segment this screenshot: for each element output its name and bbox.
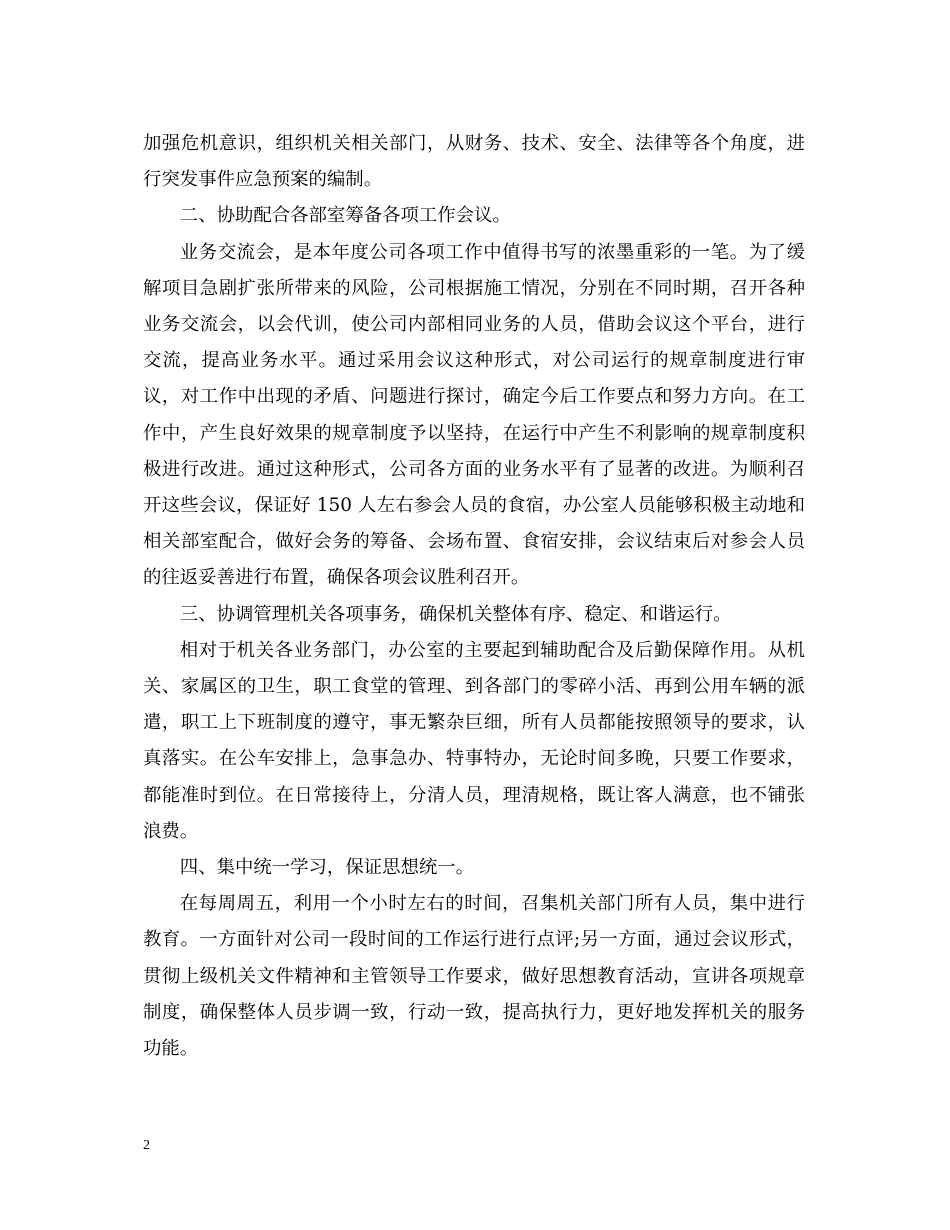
section-heading-4: 四、集中统一学习，保证思想统一。 bbox=[179, 857, 475, 879]
section-heading-3: 三、协调管理机关各项事务，确保机关整体有序、稳定、和谐运行。 bbox=[179, 603, 732, 625]
paragraph-office-affairs: 相对于机关各业务部门，办公室的主要起到辅助配合及后勤保障作用。从机关、家属区的卫生，职工食堂的管理、到各部门的零碎小活、再到公用车辆的派遣，职工上下班制度的遵守，事无繁杂巨细，所有人员都能按照领导的要求，认真落实。在公车安排上，急事急办、特事特办，无论时间多晚，只要工作要求，都能准时到位。在日常接待上，分清人员，理清规格，既让客人满意，也不铺张浪费。 bbox=[143, 639, 805, 842]
paragraph-continuation: 加强危机意识，组织机关相关部门，从财务、技术、安全、法律等各个角度，进行突发事件应急预案的编制。 bbox=[143, 133, 805, 191]
paragraph-business-meetings: 业务交流会，是本年度公司各项工作中值得书写的浓墨重彩的一笔。为了缓解项目急剧扩张所带来的风险，公司根据施工情况，分别在不同时期，召开各种业务交流会，以会代训，使公司内部相同业务的人员，借助会议这个平台，进行交流，提高业务水平。通过采用会议这种形式，对公司运行的规章制度进行审议，对工作中出现的矛盾、问题进行探讨，确定今后工作要点和努力方向。在工作中，产生良好效果的规章制度予以坚持，在运行中产生不利影响的规章制度积极进行改进。通过这种形式，公司各方面的业务水平有了显著的改进。为顺利召开这些会议，保证好 150 人左右参会人员的食宿，办公室人员能够积极主动地和相关部室配合，做好会务的筹备、会场布置、食宿安排，会议结束后对参会人员的往返妥善进行布置，确保各项会议胜利召开。 bbox=[143, 241, 805, 589]
section-heading-2: 二、协助配合各部室筹备各项工作会议。 bbox=[179, 205, 511, 227]
document-body bbox=[143, 126, 805, 1067]
paragraph-weekly-study: 在每周周五，利用一个小时左右的时间，召集机关部门所有人员，集中进行教育。一方面针对公司一段时间的工作运行进行点评;另一方面，通过会议形式，贯彻上级机关文件精神和主管领导工作要求，做好思想教育活动，宣讲各项规章制度，确保整体人员步调一致，行动一致，提高执行力，更好地发挥机关的服务功能。 bbox=[143, 893, 805, 1060]
page-number: 2 bbox=[143, 1138, 150, 1153]
